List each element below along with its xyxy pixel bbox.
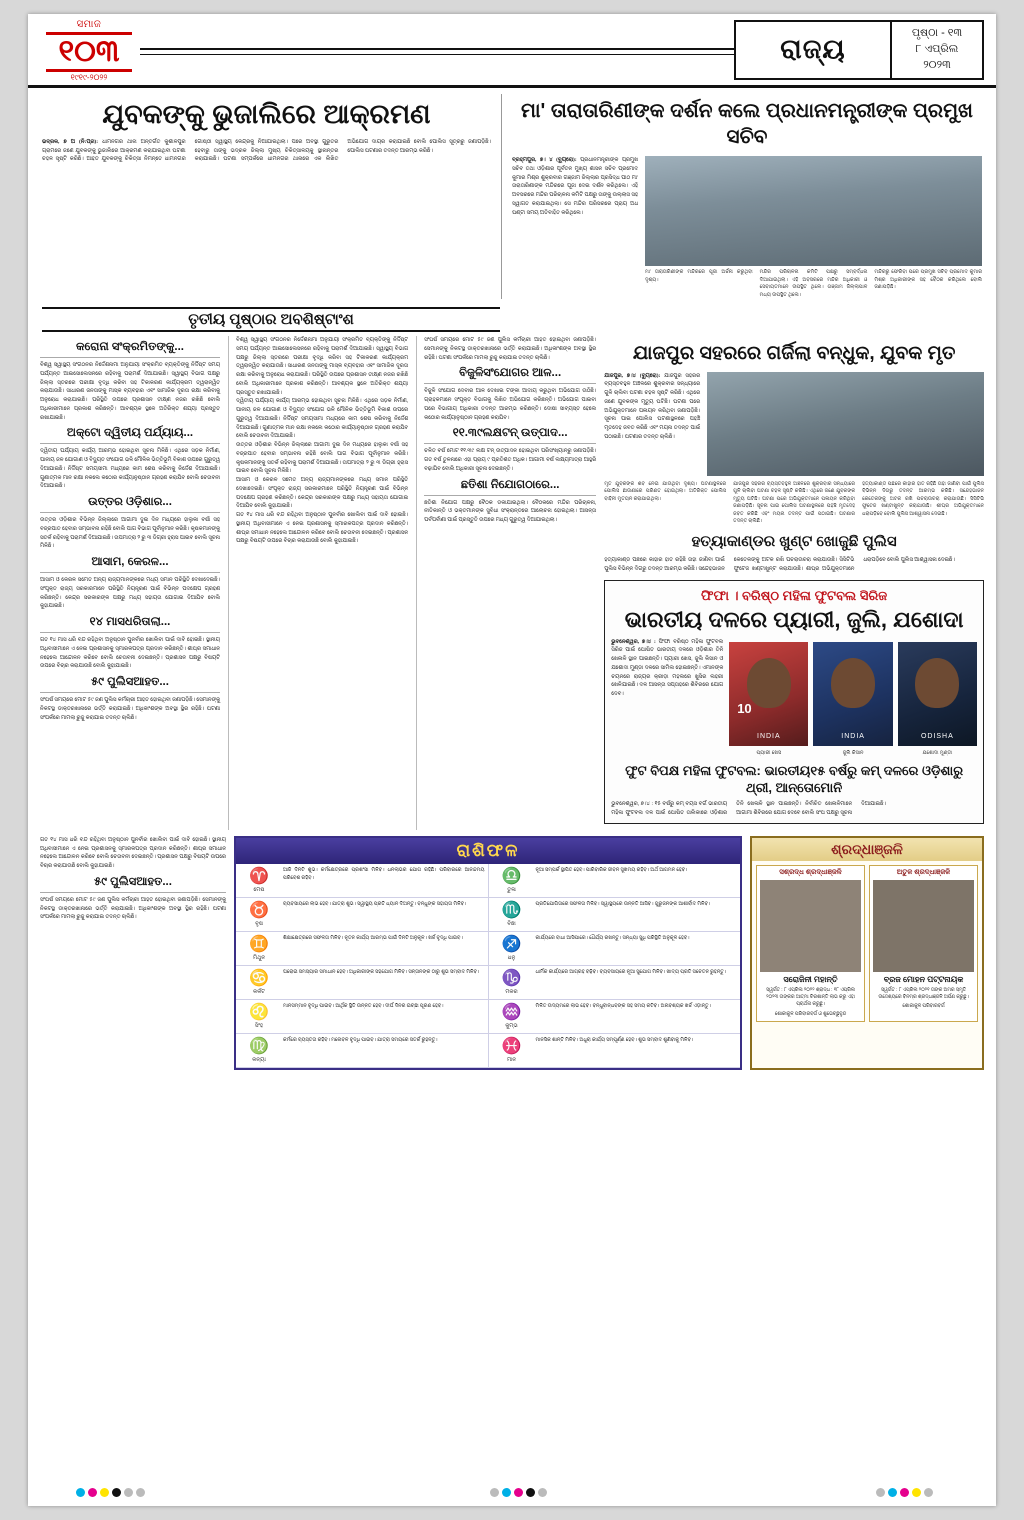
rasifal-item [236, 966, 488, 1000]
zodiac-text: ଧାର୍ମିକ କାର୍ଯ୍ୟରେ ଆଗ୍ରହ ବଢ଼ିବ। ବ୍ୟବସାୟରେ ନୂଆ ସୁଯୋଗ ମିଳିବ। ଖାଦ୍ୟ ପ୍ରତି ସଚେତନ ରୁହନ୍ତୁ। [535, 969, 727, 975]
reg-dot-yellow [912, 1488, 921, 1497]
logo-bar-bottom [46, 69, 132, 72]
jump-text-overflow-b: ଦ୍ୱିତୀୟ ପର୍ଯ୍ୟାୟ କାର୍ଯ୍ୟ ଆରମ୍ଭ ହୋଇଥିବା ସୂଚନା ମିଳିଛି। ଏଥିରେ ସଡ଼କ ନିର୍ମାଣ, ପାନୀୟ ଜଳ ଯୋଗାଣ ଓ ବିଦ୍ୟୁତ ସଂଯୋଗ ଭଳି ମୌଳିକ ଭିତ୍ତିଭୂମି ବିକାଶ ଉପରେ ଗୁରୁତ୍ୱ ଦିଆଯାଇଛି। ନିର୍ଦ୍ଦିଷ୍ଟ ସମୟସୀମା ମଧ୍ୟରେ କାମ ଶେଷ କରିବାକୁ ନିର୍ଦ୍ଦେଶ ଦିଆଯାଇଛି। ଗୁଣାତ୍ମକ ମାନ ରକ୍ଷା ନକଲେ କଠୋର କାର୍ଯ୍ୟାନୁଷ୍ଠାନ ଗ୍ରହଣ କରାଯିବ ବୋଲି ଚେତାବନୀ ଦିଆଯାଇଛି। [236, 398, 409, 440]
shraddhanjali-title: ଶ୍ରଦ୍ଧାଞ୍ଜଳି [752, 838, 982, 861]
logo-top-text: ସମାଜ [76, 19, 102, 30]
rasifal-item [236, 1000, 488, 1034]
jump-title-4: ୧୪ ମାସଧରିତାଲା... [89, 616, 171, 628]
page-date-block [890, 22, 982, 78]
jump-text-overflow-a: ବିଶ୍ୱ ସ୍ୱାସ୍ଥ୍ୟ ସଂଗଠନର ନିର୍ଦ୍ଦେଶନାମା ଅନୁଯାୟୀ ସଂକ୍ରମିତ ବ୍ୟକ୍ତିଙ୍କୁ ନିର୍ଦ୍ଦିଷ୍ଟ ସମୟ ପର୍ଯ୍ୟନ୍ତ ଆଇସୋଲେସନରେ ରହିବାକୁ ପରାମର୍ଶ ଦିଆଯାଇଛି। ସ୍ୱାସ୍ଥ୍ୟ ବିଭାଗ ପକ୍ଷରୁ ଜିଲ୍ଲା ସ୍ତରରେ ପରୀକ୍ଷା ବୃଦ୍ଧି କରିବା ସହ ଟିକାକରଣ କାର୍ଯ୍ୟକ୍ରମ ତ୍ୱରାନ୍ୱିତ କରାଯାଉଛି। ସାଧାରଣ ଜନତାଙ୍କୁ ମାସ୍କ ବ୍ୟବହାର ଏବଂ ସାମାଜିକ ଦୂରତା ରକ୍ଷା କରିବାକୁ ଅନୁରୋଧ କରାଯାଇଛି। ପରିସ୍ଥିତି ଉପରେ ପ୍ରଶାସନ ତୀକ୍ଷ୍ଣ ନଜର ରଖିଛି ବୋଲି ଅଧିକାରୀମାନେ ପ୍ରକାଶ କରିଛନ୍ତି। ଆବଶ୍ୟକ ସ୍ଥଳେ ଅତିରିକ୍ତ ଶଯ୍ୟା ପ୍ରସ୍ତୁତ ରଖାଯାଇଛି। [236, 337, 409, 396]
football-text: ଫିଫା ବରିଷ୍ଠ ମହିଳା ଫୁଟବଲ ସିରିଜ ପାଇଁ ଘୋଷିତ ଭାରତୀୟ ଦଳରେ ଓଡ଼ିଶାର ତିନି ଖେଳାଳି ସ୍ଥାନ ପାଇଛନ୍ତି। ପ୍ୟାରୀ ଖେସ, ଜୁଲି କିସାନ ଓ ଯଶୋଦା ମୁଣ୍ଡା ଦଳରେ ସାମିଲ ହୋଇଛନ୍ତି। ଏମାନଙ୍କ ଚୟନରେ ରାଜ୍ୟର କ୍ରୀଡ଼ା ମହଲରେ ଖୁସିର ଲହରୀ ଖେଳିଯାଇଛି। ଦଳ ଆସନ୍ତା ସପ୍ତାହରେ ଶିବିରରେ ଯୋଗ ଦେବ। [611, 638, 724, 698]
zodiac-text: ଘରୋଇ ସମସ୍ୟାର ସମାଧାନ ହେବ। ଅଧିକାରୀଙ୍କ ସହଯୋଗ ମିଳିବ। ସନ୍ତାନଙ୍କ ଠାରୁ ଶୁଭ ସମ୍ବାଦ ମିଳିବ। [283, 969, 480, 975]
jump-title-3: ଆସାମ, କେରଳ... [91, 556, 169, 568]
jump-item-4 [40, 616, 220, 671]
zodiac-glyph: ♋ [249, 969, 269, 987]
jump-text-overflow-d: ଆସାମ ଓ କେରଳ ସମେତ ଅନ୍ୟ ରାଜ୍ୟମାନଙ୍କରେ ମଧ୍ୟ ସମାନ ପରିସ୍ଥିତି ଦେଖାଦେଇଛି। ସଂପୃକ୍ତ ରାଜ୍ୟ ସରକାରମାନେ ପରିସ୍ଥିତି ନିୟନ୍ତ୍ରଣ ପାଇଁ ବିଭିନ୍ନ ପଦକ୍ଷେପ ଗ୍ରହଣ କରିଛନ୍ତି। କେନ୍ଦ୍ର ସରକାରଙ୍କ ପକ୍ଷରୁ ମଧ୍ୟ ସହାୟତା ଯୋଗାଇ ଦିଆଯିବ ବୋଲି କୁହାଯାଇଛି। [236, 477, 409, 510]
rasifal-column-2 [488, 864, 741, 1068]
bottom-left-text [40, 836, 226, 1070]
publication-logo [46, 20, 132, 82]
rasifal-grid [236, 864, 740, 1068]
jump-text-4: ଗତ ୧୪ ମାସ ଧରି ବନ୍ଦ ରହିଥିବା ଅନୁଷ୍ଠାନ ପୁନର୍ବାର ଖୋଲିବା ପାଇଁ ଦାବି ହୋଇଛି। ସ୍ଥାନୀୟ ଅଧିବାସୀମାନେ ଏ ନେଇ ପ୍ରଶାସନକୁ ସ୍ମାରକପତ୍ର ପ୍ରଦାନ କରିଛନ୍ତି। ଶୀଘ୍ର ସମାଧାନ ନହେଲେ ଆନ୍ଦୋଳନ କରିବେ ବୋଲି ଚେତାବନୀ ଦେଇଛନ୍ତି। ପ୍ରଶାସନ ପକ୍ଷରୁ ବିଷୟଟି ଉପରେ ବିଚାର କରାଯାଉଛି ବୋଲି କୁହାଯାଇଛି। [40, 637, 221, 670]
reg-dot-black [526, 1488, 535, 1497]
zodiac-name: ମିଥୁନ [252, 954, 266, 961]
yajpur-photo [707, 372, 984, 476]
zodiac-text: କାର୍ଯ୍ୟରେ ବାଧା ଆସିପାରେ। ଧୈର୍ଯ୍ୟ ରଖନ୍ତୁ। ସନ୍ଧ୍ୟା ସୁଧି ପରିସ୍ଥିତି ଅନୁକୂଳ ହେବ। [535, 935, 690, 941]
main-grid [28, 336, 996, 830]
divider [40, 892, 226, 893]
yajpur-body [604, 372, 700, 476]
zodiac-glyph: ♉ [249, 901, 269, 919]
zodiac-glyph: ♐ [501, 935, 522, 953]
jump-item-7 [424, 427, 596, 473]
rasifal-item [236, 1034, 488, 1068]
obituary-detail: ସ୍ୱର୍ଗତ : ୮ ଏପ୍ରିଲ ୨୦୨୨ ଶ୍ରାଦ୍ଧ : ୧୮ ଏପ୍ରିଲ ୨୦୨୩ ତାଙ୍କର ଆତ୍ମା ଚିରଶାନ୍ତି ଲାଭ କରୁ ଏହା ପ୍ରାର୍ଥନା କରୁଛୁ। [766, 987, 855, 1008]
right-zone [604, 336, 984, 830]
player-caption-3: ଯଶୋଦା ମୁଣ୍ଡା [922, 749, 953, 756]
reg-dot-gray [136, 1488, 145, 1497]
photo-caption-mid: ମନ୍ଦିର ପରିଚାଳନା କମିଟି ପକ୍ଷରୁ ସମ୍ବର୍ଦ୍ଧନା ଦିଆଯାଇଥିଲା। ଏହି ଅବସରରେ ମନ୍ଦିର ଅଧିକାରୀ ଓ ସେବାୟତମାନେ ଉପସ୍ଥିତ ଥିଲେ। ଗଞ୍ଜାମ ଜିଲ୍ଲାପାଳ ମଧ୍ୟ ଉପସ୍ଥିତ ଥିଲେ। [759, 270, 868, 298]
jump-text-7: ଚଳିତ ବର୍ଷ ମୋଟ ୧୧.୩୯ ଲକ୍ଷ ଟନ୍ ଉତ୍ପାଦନ ହୋଇଥିବା ପରିସଂଖ୍ୟାନରୁ ଜଣାପଡ଼ିଛି। ଗତ ବର୍ଷ ତୁଳନାରେ ଏହା ପ୍ରାୟ ୯ ପ୍ରତିଶତ ଅଧିକ। ଆଗାମୀ ବର୍ଷ ଲକ୍ଷ୍ୟମାତ୍ରା ଆହୁରି ବଢ଼ାଯିବ ବୋଲି ଅଧିକାରୀ ସୂଚନା ଦେଇଛନ୍ତି। [424, 448, 597, 472]
logo-main-text: ୧୦୩ [58, 35, 120, 68]
jump-item-8 [424, 479, 596, 525]
lead-right-dateline: ବ୍ରହ୍ମପୁର, ୭। ୪ (ବ୍ୟୁରୋ): [512, 157, 577, 163]
zodiac-glyph: ♈ [249, 867, 269, 885]
reg-dot-magenta [900, 1488, 909, 1497]
zodiac-name: କନ୍ୟା [252, 1056, 266, 1063]
zodiac-glyph: ♓ [501, 1037, 522, 1055]
zodiac-name: ବୃଷ [255, 920, 263, 927]
section-title: ରାଜ୍ୟ [780, 34, 846, 64]
jump-text-0: ବିଶ୍ୱ ସ୍ୱାସ୍ଥ୍ୟ ସଂଗଠନର ନିର୍ଦ୍ଦେଶନାମା ଅନୁଯାୟୀ ସଂକ୍ରମିତ ବ୍ୟକ୍ତିଙ୍କୁ ନିର୍ଦ୍ଦିଷ୍ଟ ସମୟ ପର୍ଯ୍ୟନ୍ତ ଆଇସୋଲେସନରେ ରହିବାକୁ ପରାମର୍ଶ ଦିଆଯାଇଛି। ସ୍ୱାସ୍ଥ୍ୟ ବିଭାଗ ପକ୍ଷରୁ ଜିଲ୍ଲା ସ୍ତରରେ ପରୀକ୍ଷା ବୃଦ୍ଧି କରିବା ସହ ଟିକାକରଣ କାର୍ଯ୍ୟକ୍ରମ ତ୍ୱରାନ୍ୱିତ କରାଯାଉଛି। ସାଧାରଣ ଜନତାଙ୍କୁ ମାସ୍କ ବ୍ୟବହାର ଏବଂ ସାମାଜିକ ଦୂରତା ରକ୍ଷା କରିବାକୁ ଅନୁରୋଧ କରାଯାଇଛି। ପରିସ୍ଥିତି ଉପରେ ପ୍ରଶାସନ ତୀକ୍ଷ୍ଣ ନଜର ରଖିଛି ବୋଲି ଅଧିକାରୀମାନେ ପ୍ରକାଶ କରିଛନ୍ତି। ଆବଶ୍ୟକ ସ୍ଥଳେ ଅତିରିକ୍ତ ଶଯ୍ୟା ପ୍ରସ୍ତୁତ ରଖାଯାଇଛି। [40, 362, 221, 421]
column-1 [40, 336, 220, 830]
lead-right-headline: ମା' ତାରାତାରିଣୀଙ୍କ ଦର୍ଶନ କଲେ ପ୍ରଧାନମନ୍ତ୍ରୀଙ୍କ ପ୍ରମୁଖ ସଚିବ [521, 100, 973, 148]
obituary-card-1 [756, 865, 865, 1022]
divider [40, 692, 220, 693]
jump-text-6: ବିଜୁଳି ସଂଯୋଗ ଦେବାର ଆଳ ଦେଖାଇ ଟଙ୍କା ଆଦାୟ କରୁଥିବା ଅଭିଯୋଗ ଉଠିଛି। ଗ୍ରାହକମାନେ ସଂପୃକ୍ତ ବିଭାଗକୁ ଲିଖିତ ଅଭିଯୋଗ କରିଛନ୍ତି। ଅଭିଯୋଗ ପାଇବା ପରେ ବିଭାଗୀୟ ଅଧିକାରୀ ତଦନ୍ତ ଆରମ୍ଭ କରିଛନ୍ତି। ଦୋଷୀ ସାବ୍ୟସ୍ତ ହେଲେ କଠୋର କାର୍ଯ୍ୟାନୁଷ୍ଠାନ ଗ୍ରହଣ କରାଯିବ। [424, 388, 597, 421]
player-captions [729, 750, 977, 756]
obituary-kicker: ଅତୁଳ ଶ୍ରଦ୍ଧାଞ୍ଜଳି [896, 868, 951, 876]
obituary-from: ଶୋକାକୁଳ ପରିବାରବର୍ଗ ଓ ଶୁଭେଚ୍ଛୁବୃନ୍ଦ [774, 1011, 847, 1017]
zodiac-glyph: ♌ [249, 1003, 269, 1021]
police-headline: ହତ୍ୟାକାଣ୍ଡର ଖୁଣ୍ଟ ଖୋଜୁଛି ପୁଲିସ [691, 532, 897, 550]
divider [40, 632, 220, 633]
reg-dot-cyan [76, 1488, 85, 1497]
jump-title-5: ୫୯ ପୁଲିସଆହତ... [91, 676, 169, 688]
zodiac-text: ମାନସମ୍ମାନ ବୃଦ୍ଧି ପାଇବ। ଆର୍ଥିକ ସ୍ଥିତି ଉନ୍ନତ ହେବ। ଦୀର୍ଘ ଦିନର ଇଚ୍ଛା ପୂରଣ ହେବ। [283, 1003, 444, 1009]
zodiac-taurus-icon [239, 901, 279, 928]
zodiac-name: ତୁଳା [507, 886, 516, 893]
obituary-portrait [873, 880, 974, 972]
jump-title-6: ବିଜୁଳିସଂଯୋଗର ଆଳ... [459, 367, 562, 380]
page-date: ୮ ଏପ୍ରିଲ [915, 43, 959, 56]
zodiac-text: କର୍ମରେ ବ୍ୟସ୍ତତା ରହିବ। ମନୋବଳ ବୃଦ୍ଧି ପାଇବ। ଯାତ୍ରା ସମୟରେ ସତର୍କ ରୁହନ୍ତୁ। [283, 1037, 438, 1043]
divider [40, 443, 220, 444]
divider [424, 495, 596, 496]
rasifal-item [236, 932, 488, 966]
zodiac-name: ମୀନ [506, 1056, 517, 1063]
section-flag [734, 20, 984, 80]
obituary-name: ବ୍ରଜ ମୋହନ ପଟ୍ଟନାୟକ [883, 974, 964, 984]
zodiac-cancer-icon [239, 969, 279, 996]
jump-item-0 [40, 341, 220, 422]
zodiac-virgo-icon [239, 1037, 279, 1064]
lead-story-right [502, 94, 996, 299]
zodiac-sagittarius-icon [492, 935, 532, 962]
jump-title-7: ୧୧.୩୯ଲକ୍ଷଟନ୍ ଉତ୍ପାଦ... [452, 427, 568, 440]
reg-dot-gray [538, 1488, 547, 1497]
rasifal-item [489, 864, 741, 898]
lead-left-headline: ଯୁବକଙ୍କୁ ଭୁଜାଲିରେ ଆକ୍ରମଣ [102, 99, 431, 129]
player-club: ODISHA [920, 732, 954, 740]
bottom-left-subhead: ୫୯ ପୁଲିସଆହତ... [94, 875, 172, 888]
divider [424, 443, 596, 444]
jump-text-overflow-f: ସଂଘର୍ଷ ସମୟରେ ମୋଟ ୫୯ ଜଣ ପୁଲିସ କର୍ମଚାରୀ ଆହତ ହୋଇଥିବା ଜଣାପଡ଼ିଛି। ସେମାନଙ୍କୁ ନିକଟସ୍ଥ ଡାକ୍ତରଖାନାରେ ଭର୍ତ୍ତି କରାଯାଇଛି। ଅଧିକାଂଶଙ୍କ ଅବସ୍ଥା ସ୍ଥିର ରହିଛି। ଘଟଣା ସଂପର୍କରେ ମାମଲା ରୁଜୁ କରାଯାଇ ତଦନ୍ତ ଚାଲିଛି। [424, 337, 597, 361]
lead-left-dateline: ଭଦ୍ରକ, ୭ ଅ (ନି:ପ୍ର): [42, 138, 99, 145]
jump-text-overflow-e: ଗତ ୧୪ ମାସ ଧରି ବନ୍ଦ ରହିଥିବା ଅନୁଷ୍ଠାନ ପୁନର୍ବାର ଖୋଲିବା ପାଇଁ ଦାବି ହୋଇଛି। ସ୍ଥାନୀୟ ଅଧିବାସୀମାନେ ଏ ନେଇ ପ୍ରଶାସନକୁ ସ୍ମାରକପତ୍ର ପ୍ରଦାନ କରିଛନ୍ତି। ଶୀଘ୍ର ସମାଧାନ ନହେଲେ ଆନ୍ଦୋଳନ କରିବେ ବୋଲି ଚେତାବନୀ ଦେଇଛନ୍ତି। ପ୍ରଶାସନ ପକ୍ଷରୁ ବିଷୟଟି ଉପରେ ବିଚାର କରାଯାଉଛି ବୋଲି କୁହାଯାଇଛି। [236, 512, 409, 545]
jump-text-8: ଛତିଶା ନିଯୋଗ ପକ୍ଷରୁ ବୈଠକ ଡକାଯାଇଥିଲା। ବୈଠକରେ ମନ୍ଦିର ପରିଚାଳନା, ନୀତିକାନ୍ତି ଓ ଭକ୍ତମାନଙ୍କ ସୁବିଧା ସଂକ୍ରାନ୍ତରେ ଆଲୋଚନା ହୋଇଥିଲା। ଆସନ୍ତା ପର୍ବପର୍ବାଣୀ ପାଇଁ ପ୍ରସ୍ତୁତି ଉପରେ ମଧ୍ୟ ଗୁରୁତ୍ୱ ଦିଆଯାଇଥିଲା। [424, 499, 597, 523]
lead-left-body [42, 138, 491, 164]
zodiac-aquarius-icon [492, 1003, 532, 1030]
zodiac-pisces-icon [492, 1037, 532, 1064]
zodiac-name: କୁମ୍ଭ [505, 1022, 518, 1029]
player-photos [729, 642, 977, 746]
zodiac-glyph: ♍ [249, 1037, 269, 1055]
player-photo-3 [898, 642, 977, 746]
player-face [747, 658, 791, 708]
divider [40, 572, 220, 573]
obituary-name: ସରୋଜିନୀ ମହାନ୍ତି [783, 974, 838, 984]
player-face [831, 658, 875, 708]
reg-dot-gray [490, 1488, 499, 1497]
jump-text-3: ଆସାମ ଓ କେରଳ ସମେତ ଅନ୍ୟ ରାଜ୍ୟମାନଙ୍କରେ ମଧ୍ୟ ସମାନ ପରିସ୍ଥିତି ଦେଖାଦେଇଛି। ସଂପୃକ୍ତ ରାଜ୍ୟ ସରକାରମାନେ ପରିସ୍ଥିତି ନିୟନ୍ତ୍ରଣ ପାଇଁ ବିଭିନ୍ନ ପଦକ୍ଷେପ ଗ୍ରହଣ କରିଛନ୍ତି। କେନ୍ଦ୍ର ସରକାରଙ୍କ ପକ୍ଷରୁ ମଧ୍ୟ ସହାୟତା ଯୋଗାଇ ଦିଆଯିବ ବୋଲି କୁହାଯାଇଛି। [40, 577, 221, 610]
zodiac-scorpio-icon [492, 901, 532, 928]
zodiac-name: ଧନୁ [507, 954, 516, 961]
football-sub-text: ଭୁବନେଶ୍ୱର, ୭।୪ : ୧୫ ବର୍ଷରୁ କମ୍ ବୟସ ବର୍ଗ ଭାରତୀୟ ମହିଳା ଫୁଟବଲ ଦଳ ପାଇଁ ଘୋଷିତ ତାଲିକାରେ ଓଡ଼ିଶାର ତିନି ଖେଳାଳି ସ୍ଥାନ ପାଇଛନ୍ତି। ନିର୍ବାଚିତ ଖେଳାଳିମାନେ ଆଗାମୀ ଶିବିରରେ ଯୋଗ ଦେବେ ବୋଲି ସଂଘ ପକ୍ଷରୁ ସୂଚନା ଦିଆଯାଇଛି। [611, 801, 886, 817]
yajpur-caption-2: ଯାଜପୁର ସହରର ବ୍ୟସ୍ତବହୁଳ ଅଞ୍ଚଳରେ ଶୁକ୍ରବାର ସନ୍ଧ୍ୟାରେ ଗୁଳି ଚାଲିବା ଘଟଣା ଚହଳ ସୃଷ୍ଟି କରିଛି। ଏଥିରେ ଜଣେ ଯୁବକଙ୍କ ମୃତ୍ୟୁ ଘଟିଛି। ଘଟଣା ପରେ ଅଭିଯୁକ୍ତମାନେ ପଳାୟନ କରିଥିବା ଜଣାପଡ଼ିଛି। ସୂଚନା ପାଇ ପୋଲିସ ଘଟଣାସ୍ଥଳରେ ପହଞ୍ଚି ମୃତଦେହ ଜବତ କରିଛି ଏବଂ ମୟନା ତଦନ୍ତ ପାଇଁ ପଠାଇଛି। ଘଟଣାର ତଦନ୍ତ ଚାଲିଛି। [733, 481, 856, 525]
football-dateline: ଭୁବନେଶ୍ୱର, ୭।୪ : [611, 638, 656, 645]
football-headline: ଭାରତୀୟ ଦଳରେ ପ୍ୟାରୀ, ଜୁଲି, ଯଶୋଦା [624, 606, 964, 632]
zodiac-glyph: ♎ [501, 867, 522, 885]
lead-right-body [512, 156, 638, 217]
jump-text-1: ଦ୍ୱିତୀୟ ପର୍ଯ୍ୟାୟ କାର୍ଯ୍ୟ ଆରମ୍ଭ ହୋଇଥିବା ସୂଚନା ମିଳିଛି। ଏଥିରେ ସଡ଼କ ନିର୍ମାଣ, ପାନୀୟ ଜଳ ଯୋଗାଣ ଓ ବିଦ୍ୟୁତ ସଂଯୋଗ ଭଳି ମୌଳିକ ଭିତ୍ତିଭୂମି ବିକାଶ ଉପରେ ଗୁରୁତ୍ୱ ଦିଆଯାଇଛି। ନିର୍ଦ୍ଦିଷ୍ଟ ସମୟସୀମା ମଧ୍ୟରେ କାମ ଶେଷ କରିବାକୁ ନିର୍ଦ୍ଦେଶ ଦିଆଯାଇଛି। ଗୁଣାତ୍ମକ ମାନ ରକ୍ଷା ନକଲେ କଠୋର କାର୍ଯ୍ୟାନୁଷ୍ଠାନ ଗ୍ରହଣ କରାଯିବ ବୋଲି ଚେତାବନୀ ଦିଆଯାଇଛି। [40, 448, 221, 490]
reg-dot-gray [924, 1488, 933, 1497]
yajpur-caption-3: ହତ୍ୟାକାଣ୍ଡ ପଛରେ କାହାର ହାତ ରହିଛି ତାହା ଜାଣିବା ପାଇଁ ପୁଲିସ ବିଭିନ୍ନ ଦିଗରୁ ତଦନ୍ତ ଆରମ୍ଭ କରିଛି। ସନ୍ଦେହଭାଜନ କେତେକଙ୍କୁ ଅଟକ ରଖି ପଚରାଉଚରା କରାଯାଉଛି। ସିସିଟିଭି ଫୁଟେଜ ଖଣ୍ଟାଖୁନ୍ଟ କରାଯାଉଛି। ଶୀଘ୍ର ଅଭିଯୁକ୍ତମାନେ ଧରାପଡ଼ିବେ ବୋଲି ପୁଲିସ ଆଶ୍ୱାସନା ଦେଇଛି। [862, 481, 985, 517]
zodiac-text: ଶିକ୍ଷାକ୍ଷେତ୍ରରେ ସଫଳତା ମିଳିବ। ନୂତନ କାର୍ଯ୍ୟ ଆରମ୍ଭ ପାଇଁ ଦିନଟି ଅନୁକୂଳ। ଖର୍ଚ୍ଚ ବୃଦ୍ଧି ପାଇବ। [283, 935, 463, 941]
rasifal-item [489, 966, 741, 1000]
lead-story-left [28, 94, 502, 299]
player-face [915, 658, 959, 708]
police-body: ହତ୍ୟାକାଣ୍ଡ ପଛରେ କାହାର ହାତ ରହିଛି ତାହା ଜାଣିବା ପାଇଁ ପୁଲିସ ବିଭିନ୍ନ ଦିଗରୁ ତଦନ୍ତ ଆରମ୍ଭ କରିଛି। ସନ୍ଦେହଭାଜନ କେତେକଙ୍କୁ ଅଟକ ରଖି ପଚରାଉଚରା କରାଯାଉଛି। ସିସିଟିଭି ଫୁଟେଜ ଖଣ୍ଟାଖୁନ୍ଟ କରାଯାଉଛି। ଶୀଘ୍ର ଅଭିଯୁକ୍ତମାନେ ଧରାପଡ଼ିବେ ବୋଲି ପୁଲିସ ଆଶ୍ୱାସନା ଦେଇଛି। [604, 557, 955, 572]
yajpur-dateline: ଯାଜପୁର, ୭।୪ (ବ୍ୟୁରୋ): [604, 372, 661, 379]
divider [424, 383, 596, 384]
rasifal-title: ରାଶିଫଳ [236, 838, 740, 864]
reg-dot-gray [124, 1488, 133, 1497]
rasifal-item [489, 932, 741, 966]
jump-title-1: ଅକ୍ଟୋ ଦ୍ୱିତୀୟ ପର୍ଯ୍ୟାୟ... [66, 427, 194, 440]
reg-dot-yellow [100, 1488, 109, 1497]
football-panel [604, 580, 984, 824]
zodiac-capricorn-icon [492, 969, 532, 996]
yajpur-caption: ମୃତ ଯୁବକଙ୍କ ଶବ ନେଇ ଯାଉଥିବା ଦୃଶ୍ୟ। ଘଟଣାସ୍ଥଳରେ ପୋଲିସ ଛାଉଣୀରେ ପରିଣତ ହୋଇଥିଲା। ଅତିରିକ୍ତ ପୋଲିସ ବାହିନୀ ମୁତୟନ କରାଯାଇଥିଲା। [604, 481, 727, 502]
registration-marks [28, 1488, 996, 1502]
zodiac-leo-icon [239, 1003, 279, 1030]
obituary-from: ଶୋକାକୁଳ ପରିବାରବର୍ଗ [902, 1004, 945, 1010]
lead-left-text: ଧାମନଗର ଥାନା ଅନ୍ତର୍ଗତ କୁଶାଳପୁର ଗ୍ରାମରେ ଜଣେ ଯୁବକଙ୍କୁ ଭୁଜାଲିରେ ଆକ୍ରମଣ କରାଯାଇଥିବା ଘଟଣା ଚହଳ ସୃଷ୍ଟି କରିଛି। ଆହତ ଯୁବକଙ୍କୁ ଚିକିତ୍ସା ନିମନ୍ତେ ଧାମନଗର ଗୋଷ୍ଠୀ ସ୍ୱାସ୍ଥ୍ୟ କେନ୍ଦ୍ରକୁ ନିଆଯାଇଥିଲା। ପରେ ଅବସ୍ଥା ଗୁରୁତର ହେବାରୁ ତାଙ୍କୁ ଭଦ୍ରକ ଜିଲ୍ଲା ମୁଖ୍ୟ ଚିକିତ୍ସାଳୟକୁ ସ୍ଥାନାନ୍ତର କରାଯାଇଛି। ଘଟଣା ସମ୍ପର୍କରେ ଧାମନଗର ଥାନାରେ ଏକ ଲିଖିତ ଅଭିଯୋଗ ଦାୟର କରାଯାଇଛି ବୋଲି ପୋଲିସ ସୂତ୍ରରୁ ଜଣାପଡ଼ିଛି। ପୋଲିସ ଘଟଣାର ତଦନ୍ତ ଆରମ୍ଭ କରିଛି। [42, 138, 491, 163]
player-jersey-number: 10 [737, 700, 752, 716]
page-number: ପୃଷ୍ଠା - ୧୩ [911, 27, 963, 40]
column-3 [416, 336, 596, 830]
jump-item-3 [40, 556, 220, 611]
zodiac-glyph: ♊ [249, 935, 269, 953]
photo-caption-right: ମନ୍ଦିରରୁ ଫେରିବା ପରେ ପ୍ରମୁଖ ସଚିବ ପ୍ରମୋଦ କୁମାର ମିଶ୍ର ଅଧିକାରୀଙ୍କ ସହ ବୈଠକ କରିଥିଲେ ବୋଲି ଜଣାପଡ଼ିଛି। [874, 270, 983, 290]
reg-dot-magenta [514, 1488, 523, 1497]
reg-dot-black [112, 1488, 121, 1497]
football-body [611, 638, 723, 756]
bottom-left-body: ଗତ ୧୪ ମାସ ଧରି ବନ୍ଦ ରହିଥିବା ଅନୁଷ୍ଠାନ ପୁନର୍ବାର ଖୋଲିବା ପାଇଁ ଦାବି ହୋଇଛି। ସ୍ଥାନୀୟ ଅଧିବାସୀମାନେ ଏ ନେଇ ପ୍ରଶାସନକୁ ସ୍ମାରକପତ୍ର ପ୍ରଦାନ କରିଛନ୍ତି। ଶୀଘ୍ର ସମାଧାନ ନହେଲେ ଆନ୍ଦୋଳନ କରିବେ ବୋଲି ଚେତାବନୀ ଦେଇଛନ୍ତି। ପ୍ରଶାସନ ପକ୍ଷରୁ ବିଷୟଟି ଉପରେ ବିଚାର କରାଯାଉଛି ବୋଲି କୁହାଯାଇଛି। [40, 836, 226, 870]
reg-dot-cyan [502, 1488, 511, 1497]
zodiac-text: ଆଜି ଦିନଟି ଶୁଭ। କର୍ମକ୍ଷେତ୍ରରେ ପ୍ରଶଂସା ମିଳିବ। ଧନଲାଭର ଯୋଗ ରହିଛି। ପରିବାରରେ ଆନନ୍ଦମୟ ପରିବେଶ ରହିବ। [283, 867, 485, 881]
player-club: INDIA [757, 732, 781, 740]
zodiac-name: ବିଛା [507, 920, 516, 927]
jump-item-5 [40, 676, 220, 722]
jump-title-0: କରୋନା ସଂକ୍ରମିତଙ୍କୁ... [76, 341, 184, 353]
obituary-card-2 [869, 865, 978, 1022]
masthead [28, 14, 996, 88]
divider [40, 357, 220, 358]
jump-title-2: ଉତ୍ତର ଓଡ଼ିଶାର... [88, 496, 172, 508]
zodiac-libra-icon [492, 867, 532, 894]
zodiac-text: ବ୍ୟବସାୟରେ ଲାଭ ହେବ। ଯାତ୍ରା ଶୁଭ। ସ୍ୱାସ୍ଥ୍ୟ ପ୍ରତି ଧ୍ୟାନ ଦିଅନ୍ତୁ। ବନ୍ଧୁଙ୍କ ସହାୟତା ମିଳିବ। [283, 901, 467, 907]
player-club: INDIA [841, 732, 865, 740]
obituary-kicker: ସଶ୍ରଦ୍ଧ ଶ୍ରଦ୍ଧାଞ୍ଜଳି [779, 868, 842, 876]
zodiac-name: ସିଂହ [254, 1022, 264, 1029]
zodiac-aries-icon [239, 867, 279, 894]
rasifal-item [489, 1034, 741, 1068]
yajpur-text: ଯାଜପୁର ସହରର ବ୍ୟସ୍ତବହୁଳ ଅଞ୍ଚଳରେ ଶୁକ୍ରବାର ସନ୍ଧ୍ୟାରେ ଗୁଳି ଚାଲିବା ଘଟଣା ଚହଳ ସୃଷ୍ଟି କରିଛି। ଏଥିରେ ଜଣେ ଯୁବକଙ୍କ ମୃତ୍ୟୁ ଘଟିଛି। ଘଟଣା ପରେ ଅଭିଯୁକ୍ତମାନେ ପଳାୟନ କରିଥିବା ଜଣାପଡ଼ିଛି। ସୂଚନା ପାଇ ପୋଲିସ ଘଟଣାସ୍ଥଳରେ ପହଞ୍ଚି ମୃତଦେହ ଜବତ କରିଛି ଏବଂ ମୟନା ତଦନ୍ତ ପାଇଁ ପଠାଇଛି। ଘଟଣାର ତଦନ୍ତ ଚାଲିଛି। [604, 372, 701, 440]
zodiac-gemini-icon [239, 935, 279, 962]
obituary-detail: ସ୍ୱର୍ଗତ : ୮ ଏପ୍ରିଲ ୨୦୨୧ ତାଙ୍କ ଅମର ସ୍ମୃତି ଉଦ୍ଦେଶ୍ୟରେ ବିନମ୍ର ଶ୍ରଦ୍ଧାଞ୍ଜଳି ଅର୍ପଣ କରୁଛୁ। [878, 987, 969, 1001]
football-kicker: ଫିଫା । ବରିଷ୍ଠ ମହିଳା ଫୁଟବଲ ସିରିଜ [701, 587, 888, 603]
rasifal-panel [234, 836, 742, 1070]
player-photo-2 [813, 642, 892, 746]
page-year: ୨୦୨୩ [923, 58, 951, 71]
reg-dots-center [490, 1488, 547, 1497]
obituary-portrait [760, 880, 861, 972]
zodiac-glyph: ♏ [501, 901, 522, 919]
newspaper-page [28, 14, 996, 1506]
jump-text-5: ସଂଘର୍ଷ ସମୟରେ ମୋଟ ୫୯ ଜଣ ପୁଲିସ କର୍ମଚାରୀ ଆହତ ହୋଇଥିବା ଜଣାପଡ଼ିଛି। ସେମାନଙ୍କୁ ନିକଟସ୍ଥ ଡାକ୍ତରଖାନାରେ ଭର୍ତ୍ତି କରାଯାଇଛି। ଅଧିକାଂଶଙ୍କ ଅବସ୍ଥା ସ୍ଥିର ରହିଛି। ଘଟଣା ସଂପର୍କରେ ମାମଲା ରୁଜୁ କରାଯାଇ ତଦନ୍ତ ଚାଲିଛି। [40, 697, 221, 721]
jump-text-2: ଉତ୍ତର ଓଡ଼ିଶାର ବିଭିନ୍ନ ଜିଲ୍ଲାରେ ଆଗାମୀ ଦୁଇ ଦିନ ମଧ୍ୟରେ ହାଲୁକା ବର୍ଷା ସହ ବଜ୍ରପାତ ହେବାର ସମ୍ଭାବନା ରହିଛି ବୋଲି ପାଗ ବିଭାଗ ପୂର୍ବାନୁମାନ କରିଛି। କୃଷକମାନଙ୍କୁ ସତର୍କ ରହିବାକୁ ପରାମର୍ଶ ଦିଆଯାଇଛି। ତାପମାତ୍ରା ୨ ରୁ ୩ ଡିଗ୍ରୀ ହ୍ରାସ ପାଇବ ବୋଲି ସୂଚନା ମିଳିଛି। [40, 517, 221, 550]
shraddhanjali-entries [752, 861, 982, 1026]
player-caption-1: ପ୍ୟାରୀ ଖେସ [756, 749, 782, 756]
yajpur-headline: ଯାଜପୁର ସହରରେ ଗର୍ଜିଲା ବନ୍ଧୁକ, ଯୁବକ ମୃତ [632, 343, 956, 364]
photo-caption-left: ମା' ତାରାତାରିଣୀଙ୍କ ମନ୍ଦିରରେ ପୂଜା ଅର୍ଚ୍ଚନା କରୁଥିବା ଦୃଶ୍ୟ। [645, 270, 753, 283]
zodiac-name: ମେଷ [253, 886, 265, 893]
football-sub-headline: ଫୁଟ ବିପକ୍ଷ ମହିଳା ଫୁଟବଲ: ଭାରତୀୟ୧୫ ବର୍ଷରୁ କମ୍ ଦଳରେ ଓଡ଼ିଶାରୁ ଥ୍ରୀ, ଆନ୍ତୋମୋନି [625, 762, 964, 795]
top-stories-row [28, 88, 996, 299]
zodiac-glyph: ♒ [501, 1003, 522, 1021]
reg-dot-magenta [88, 1488, 97, 1497]
zodiac-text: ନୂଆ ସମ୍ପର୍କ ସ୍ଥାପିତ ହେବ। ପାରିବାରିକ ଜୀବନ ସୁଖମୟ ରହିବ। ଅର୍ଥ ଆଗମନ ହେବ। [535, 867, 688, 873]
zodiac-glyph: ♑ [501, 969, 522, 987]
bottom-left-body-2: ସଂଘର୍ଷ ସମୟରେ ମୋଟ ୫୯ ଜଣ ପୁଲିସ କର୍ମଚାରୀ ଆହତ ହୋଇଥିବା ଜଣାପଡ଼ିଛି। ସେମାନଙ୍କୁ ନିକଟସ୍ଥ ଡାକ୍ତରଖାନାରେ ଭର୍ତ୍ତି କରାଯାଇଛି। ଅଧିକାଂଶଙ୍କ ଅବସ୍ଥା ସ୍ଥିର ରହିଛି। ଘଟଣା ସଂପର୍କରେ ମାମଲା ରୁଜୁ କରାଯାଇ ତଦନ୍ତ ଚାଲିଛି। [40, 896, 226, 921]
jump-item-6 [424, 367, 596, 422]
player-caption-2: ଜୁଲି କିସାନ [842, 749, 864, 756]
logo-sub-text: ୧୯୧୯-୨୦୨୨ [70, 73, 108, 82]
zodiac-text: ମାନସିକ ଶାନ୍ତି ମିଳିବ। ଅଧୁରା କାର୍ଯ୍ୟ ସମ୍ପୂର୍ଣ୍ଣ ହେବ। ଶୁଭ ସମ୍ବାଦ ଶୁଣିବାକୁ ମିଳିବ। [535, 1037, 694, 1043]
rasifal-item [489, 1000, 741, 1034]
player-photo-1 [729, 642, 808, 746]
masthead-rule-1 [140, 48, 736, 50]
masthead-rule-2 [140, 54, 736, 55]
shraddhanjali-panel [750, 836, 984, 1070]
rasifal-item [236, 864, 488, 898]
zodiac-name: କର୍କଟ [253, 988, 265, 995]
jump-item-2 [40, 496, 220, 551]
reg-dot-cyan [888, 1488, 897, 1497]
jump-text-overflow-c: ଉତ୍ତର ଓଡ଼ିଶାର ବିଭିନ୍ନ ଜିଲ୍ଲାରେ ଆଗାମୀ ଦୁଇ ଦିନ ମଧ୍ୟରେ ହାଲୁକା ବର୍ଷା ସହ ବଜ୍ରପାତ ହେବାର ସମ୍ଭାବନା ରହିଛି ବୋଲି ପାଗ ବିଭାଗ ପୂର୍ବାନୁମାନ କରିଛି। କୃଷକମାନଙ୍କୁ ସତର୍କ ରହିବାକୁ ପରାମର୍ଶ ଦିଆଯାଇଛି। ତାପମାତ୍ରା ୨ ରୁ ୩ ଡିଗ୍ରୀ ହ୍ରାସ ପାଇବ ବୋଲି ସୂଚନା ମିଳିଛି। [236, 442, 409, 475]
reg-dots-right [876, 1488, 933, 1497]
lead-right-text: ପ୍ରଧାନମନ୍ତ୍ରୀଙ୍କ ପ୍ରମୁଖ ସଚିବ ତଥା ଓଡ଼ିଶାର ପୂର୍ବତନ ମୁଖ୍ୟ ଶାସନ ସଚିବ ପ୍ରମୋଦ କୁମାର ମିଶ୍ର ଶୁକ୍ରବାର ଗଞ୍ଜାମ ଜିଲ୍ଲାର ପ୍ରସିଦ୍ଧ ପୀଠ ମା' ତାରାତାରିଣୀଙ୍କ ମନ୍ଦିରରେ ପୂଜା ଦେଇ ଦର୍ଶନ କରିଥିଲେ। ଏହି ଅବସରରେ ମନ୍ଦିର ପରିଚାଳନା କମିଟି ପକ୍ଷରୁ ତାଙ୍କୁ ଉଲ୍ଲାସ ସହ ସ୍ୱାଗତ କରାଯାଇଥିଲା। ସେ ମନ୍ଦିର ପରିସରରେ ପ୍ରାୟ ଅଧ ଘଣ୍ଟା ସମୟ ଅତିବାହିତ କରିଥିଲେ। [512, 157, 638, 216]
zodiac-text: ମିଳିତ ଉଦ୍ୟମରେ ଲାଭ ହେବ। ବନ୍ଧୁବାନ୍ଧବଙ୍କ ସହ ସମୟ କଟିବ। ଅନାବଶ୍ୟକ ଖର୍ଚ୍ଚ ଏଡ଼ାନ୍ତୁ। [535, 1003, 711, 1009]
column-2 [228, 336, 408, 830]
zodiac-text: ପ୍ରତିଯୋଗିତାରେ ସଫଳତା ମିଳିବ। ସ୍ୱାସ୍ଥ୍ୟରେ ଉନ୍ନତି ଆସିବ। ଗୁରୁଜନଙ୍କ ଆଶୀର୍ବାଦ ମିଳିବ। [535, 901, 711, 907]
jump-title-8: ଛତିଶା ନିଯୋଗଠାରେ... [460, 478, 560, 491]
rasifal-item [236, 898, 488, 932]
bottom-strip [28, 830, 996, 1070]
temple-visit-photo [645, 156, 982, 266]
jump-item-1 [40, 427, 220, 491]
rasifal-column-1 [236, 864, 488, 1068]
divider [40, 512, 220, 513]
zodiac-name: ମକର [505, 988, 518, 995]
reg-dot-gray [876, 1488, 885, 1497]
jump-band-title: ତୃତୀୟ ପୃଷ୍ଠାର ଅବଶିଷ୍ଟାଂଶ [42, 307, 500, 332]
reg-dots-left [76, 1488, 145, 1497]
rasifal-item [489, 898, 741, 932]
